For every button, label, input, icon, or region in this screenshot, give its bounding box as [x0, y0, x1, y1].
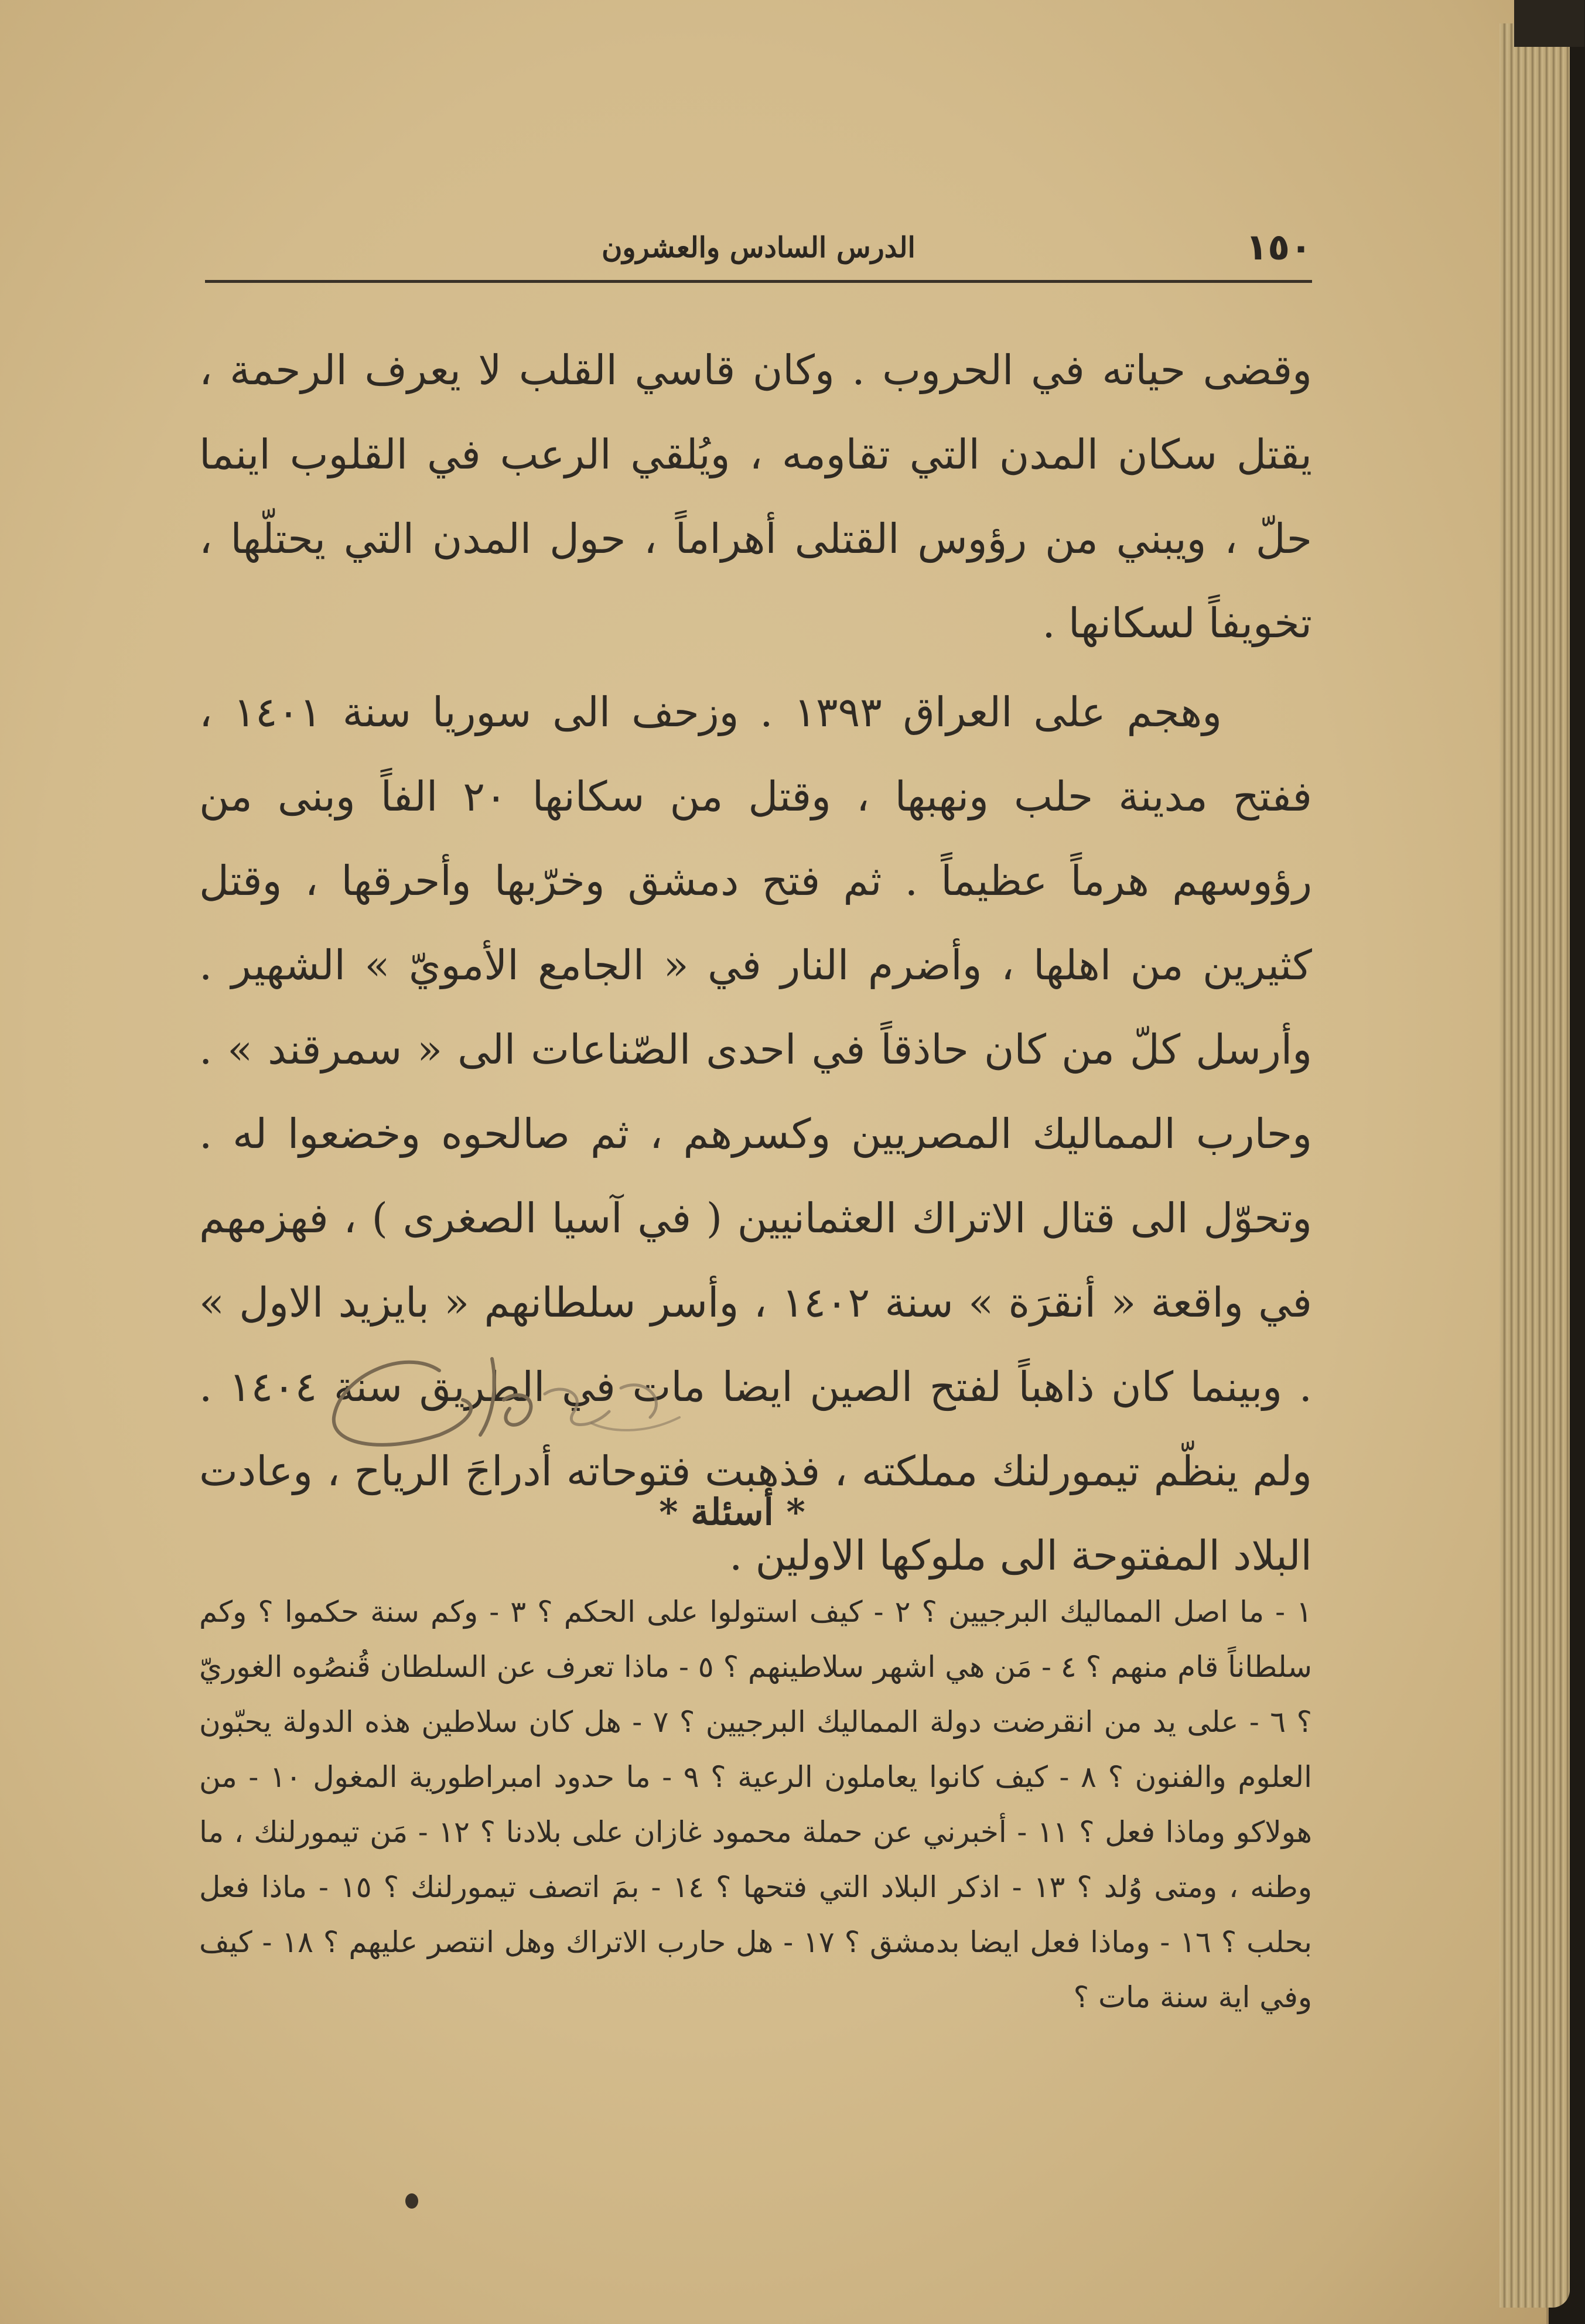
lesson-title: الدرس السادس والعشرون: [602, 231, 916, 264]
paragraph-1: وقضى حياته في الحروب . وكان قاسي القلب لا يعرف الرحمة ، يقتل سكان المدن التي تقاومه ، ويُلقي الرعب في القلوب اينما حلّ ، ويبني من رؤوس القتلى أهراماً ، حول المدن التي يحتلّها ، تخويفاً لسكانها .: [199, 346, 1312, 647]
page-number: ١٥٠: [1245, 225, 1312, 268]
questions-text: ١ - ما اصل المماليك البرجيين ؟ ٢ - كيف استولوا على الحكم ؟ ٣ - وكم سنة حكموا ؟ وكم سلطاناً قام منهم ؟ ٤ - مَن هي اشهر سلاطينهم ؟ ٥ - ماذا تعرف عن السلطان قُنصُوه الغوريّ ؟ ٦ - على يد من انقرضت دولة المماليك البرجيين ؟ ٧ - هل كان سلاطين هذه الدولة يحبّون العلوم والفنون ؟ ٨ - كيف كانوا يعاملون الرعية ؟ ٩ - ما حدود امبراطورية المغول ١٠ - من هولاكو وماذا فعل ؟ ١١ - أخبرني عن حملة محمود غازان على بلادنا ؟ ١٢ - مَن تيمورلنك ، ما وطنه ، ومتى وُلد ؟ ١٣ - اذكر البلاد التي فتحها ؟ ١٤ - بمَ اتصف تيمورلنك ؟ ١٥ - ماذا فعل بحلب ؟ ١٦ - وماذا فعل ايضا بدمشق ؟ ١٧ - هل حارب الاتراك وهل انتصر عليهم ؟ ١٨ - كيف وفي اية سنة مات ؟: [199, 1595, 1313, 2014]
paragraph-2: وهجم على العراق ١٣٩٣ . وزحف الى سوريا سنة ١٤٠١ ، ففتح مدينة حلب ونهبها ، وقتل من سكانها ٢٠ الفاً وبنى من رؤوسهم هرماً عظيماً . ثم فتح دمشق وخرّبها وأحرقها ، وقتل كثيرين من اهلها ، وأضرم النار في « الجامع الأمويّ » الشهير . وأرسل كلّ من كان حاذقاً في احدى الصّناعات الى « سمرقند » . وحارب المماليك المصريين وكسرهم ، ثم صالحوه وخضعوا له . وتحوّل الى قتال الاتراك العثمانيين ( في آسيا الصغرى ) ، فهزمهم في واقعة « أنقرَة » سنة ١٤٠٢ ، وأسر سلطانهم « بايزيد الاول » . وبينما كان ذاهباً لفتح الصين ايضا مات في الطريق سنة ١٤٠٤ . ولم ينظّم تيمورلنك مملكته ، فذهبت فتوحاته أدراجَ الرياح ، وعادت البلاد المفتوحة الى ملوكها الاولين .: [199, 688, 1312, 1580]
questions-list: [199, 1584, 1312, 2025]
ink-dot: [405, 2193, 418, 2209]
questions-heading: * أسئلة *: [659, 1491, 805, 1533]
scan-corner: [1514, 0, 1584, 47]
header-rule: [205, 280, 1312, 283]
page-edges: [1499, 23, 1570, 2308]
handwritten-signature: [316, 1335, 697, 1470]
page-header: [205, 225, 1312, 278]
